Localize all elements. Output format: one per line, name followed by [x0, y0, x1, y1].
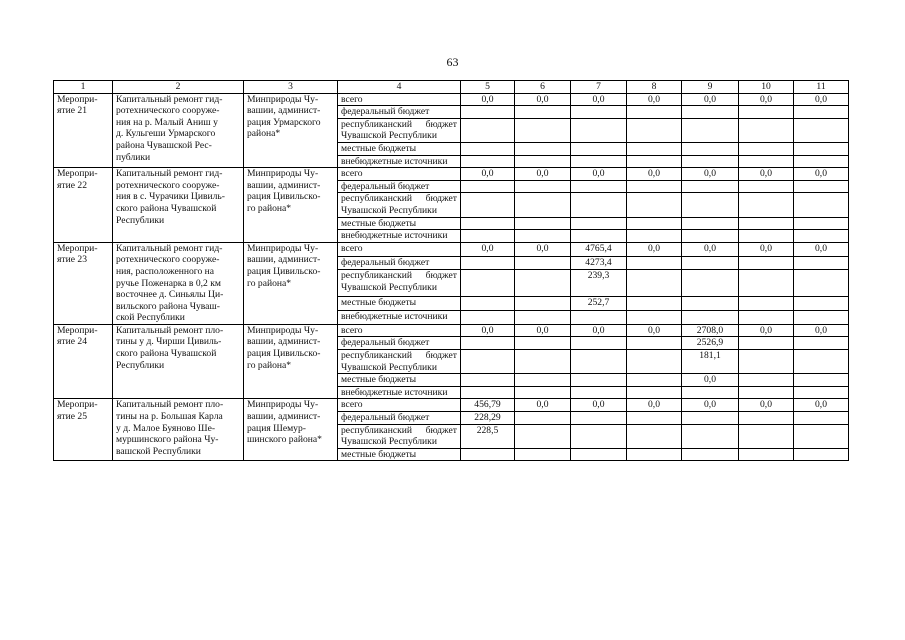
- column-number: 3: [244, 81, 338, 94]
- value-cell: [515, 350, 571, 374]
- value-cell: [515, 297, 571, 311]
- cell-line: Минприроды Чу-: [247, 93, 319, 105]
- funding-source-cell: республиканский бюджет Чувашской Республики: [338, 270, 461, 297]
- value-cell: 4273,4: [571, 256, 627, 270]
- funding-source-cell: федеральный бюджет: [338, 256, 461, 270]
- funding-source-cell: внебюджетные источники: [338, 230, 461, 243]
- value-cell: 0,0: [794, 93, 849, 106]
- value-cell: [515, 424, 571, 448]
- value-cell: [627, 310, 682, 324]
- value-cell: [794, 297, 849, 311]
- value-cell: 0,0: [794, 242, 849, 256]
- event-id-cell: [54, 324, 113, 399]
- value-cell: [515, 155, 571, 168]
- value-cell: [794, 180, 849, 193]
- value-cell: 0,0: [739, 324, 794, 337]
- value-cell: [794, 155, 849, 168]
- cell-line: вильского района Чуваш-: [116, 300, 220, 312]
- value-cell: [682, 424, 739, 448]
- value-cell: [682, 180, 739, 193]
- value-cell: [627, 424, 682, 448]
- value-cell: 0,0: [515, 93, 571, 106]
- value-cell: 0,0: [461, 93, 515, 106]
- value-cell: [461, 448, 515, 461]
- cell-line: Минприроды Чу-: [247, 242, 319, 254]
- funding-source-cell: всего: [338, 93, 461, 106]
- value-cell: [571, 337, 627, 350]
- funding-source-cell: всего: [338, 399, 461, 412]
- funding-source-cell: федеральный бюджет: [338, 412, 461, 425]
- value-cell: [682, 118, 739, 142]
- value-cell: [571, 193, 627, 217]
- page-number: 63: [446, 55, 459, 69]
- table-row: [54, 324, 849, 337]
- cell-line: рация Шемур-: [247, 422, 306, 434]
- value-cell: 0,0: [739, 242, 794, 256]
- value-cell: [682, 217, 739, 230]
- column-number: 1: [54, 81, 113, 94]
- column-number: 10: [739, 81, 794, 94]
- value-cell: 0,0: [461, 324, 515, 337]
- value-cell: 0,0: [515, 399, 571, 412]
- event-name-cell: [113, 93, 244, 168]
- cell-line: вашии, админист-: [247, 105, 321, 117]
- value-cell: [571, 142, 627, 155]
- column-number: 7: [571, 81, 627, 94]
- funding-source-cell: местные бюджеты: [338, 142, 461, 155]
- executor-cell: [244, 399, 338, 461]
- cell-line: ятие 21: [57, 105, 87, 117]
- value-cell: 0,0: [571, 168, 627, 181]
- value-cell: [515, 310, 571, 324]
- value-cell: [794, 256, 849, 270]
- value-cell: [515, 230, 571, 243]
- value-cell: 0,0: [627, 93, 682, 106]
- cell-line: Меропри-: [57, 242, 98, 254]
- column-number: 9: [682, 81, 739, 94]
- value-cell: [682, 310, 739, 324]
- value-cell: 0,0: [515, 168, 571, 181]
- value-cell: 0,0: [739, 168, 794, 181]
- value-cell: [571, 424, 627, 448]
- value-cell: [627, 217, 682, 230]
- value-cell: [515, 142, 571, 155]
- value-cell: 252,7: [571, 297, 627, 311]
- value-cell: [739, 448, 794, 461]
- cell-line: ротехнического сооруже-: [116, 179, 220, 191]
- event-id-cell: [54, 168, 113, 243]
- cell-line: ятие 22: [57, 179, 87, 191]
- funding-source-cell: внебюджетные источники: [338, 155, 461, 168]
- value-cell: 0,0: [794, 168, 849, 181]
- cell-line: ятие 25: [57, 411, 87, 423]
- funding-source-cell: внебюджетные источники: [338, 386, 461, 399]
- value-cell: 239,3: [571, 270, 627, 297]
- value-cell: [682, 155, 739, 168]
- cell-line: восточнее д. Синьялы Ци-: [116, 289, 224, 301]
- value-cell: [571, 230, 627, 243]
- value-cell: [682, 448, 739, 461]
- value-cell: [515, 374, 571, 387]
- event-name-cell: [113, 399, 244, 461]
- column-number: 5: [461, 81, 515, 94]
- value-cell: [682, 106, 739, 119]
- value-cell: [461, 386, 515, 399]
- cell-line: го района*: [247, 359, 292, 371]
- value-cell: [461, 270, 515, 297]
- cell-line: Минприроды Чу-: [247, 324, 319, 336]
- value-cell: [571, 217, 627, 230]
- value-cell: [627, 448, 682, 461]
- value-cell: [515, 180, 571, 193]
- value-cell: 0,0: [794, 399, 849, 412]
- value-cell: 0,0: [682, 168, 739, 181]
- value-cell: [627, 230, 682, 243]
- cell-line: вашии, админист-: [247, 254, 321, 266]
- cell-line: тины у д. Чирши Цивиль-: [116, 336, 222, 348]
- executor-cell: [244, 93, 338, 168]
- value-cell: [461, 106, 515, 119]
- value-cell: 2526,9: [682, 337, 739, 350]
- value-cell: [627, 256, 682, 270]
- value-cell: 0,0: [571, 324, 627, 337]
- value-cell: 0,0: [739, 399, 794, 412]
- value-cell: [515, 448, 571, 461]
- value-cell: [739, 350, 794, 374]
- cell-line: публики: [116, 151, 151, 163]
- value-cell: [627, 270, 682, 297]
- value-cell: 0,0: [739, 93, 794, 106]
- cell-line: Капитальный ремонт гид-: [116, 168, 223, 180]
- header-row: [54, 81, 849, 94]
- event-id-cell: [54, 399, 113, 461]
- value-cell: [571, 448, 627, 461]
- cell-line: вашской Республики: [116, 445, 201, 457]
- value-cell: 0,0: [794, 324, 849, 337]
- value-cell: 4765,4: [571, 242, 627, 256]
- funding-source-cell: всего: [338, 168, 461, 181]
- value-cell: [461, 230, 515, 243]
- value-cell: [794, 230, 849, 243]
- funding-source-cell: федеральный бюджет: [338, 180, 461, 193]
- column-number: 4: [338, 81, 461, 94]
- value-cell: [627, 155, 682, 168]
- cell-line: Капитальный ремонт гид-: [116, 242, 223, 254]
- value-cell: [627, 106, 682, 119]
- funding-source-cell: федеральный бюджет: [338, 106, 461, 119]
- value-cell: 0,0: [461, 242, 515, 256]
- value-cell: [739, 310, 794, 324]
- cell-line: шинского района*: [247, 434, 322, 446]
- value-cell: [794, 270, 849, 297]
- value-cell: [739, 374, 794, 387]
- cell-line: Республики: [116, 359, 165, 371]
- executor-cell: [244, 168, 338, 243]
- cell-line: ния в с. Чурачики Цивиль-: [116, 191, 226, 203]
- value-cell: [739, 180, 794, 193]
- event-name-cell: [113, 324, 244, 399]
- funding-source-cell: всего: [338, 324, 461, 337]
- value-cell: [739, 256, 794, 270]
- value-cell: [794, 350, 849, 374]
- value-cell: 181,1: [682, 350, 739, 374]
- value-cell: 0,0: [682, 374, 739, 387]
- value-cell: [515, 337, 571, 350]
- value-cell: [571, 155, 627, 168]
- value-cell: [794, 412, 849, 425]
- value-cell: [739, 230, 794, 243]
- cell-line: ротехнического сооруже-: [116, 105, 220, 117]
- cell-line: ротехнического сооруже-: [116, 254, 220, 266]
- event-id-cell: [54, 242, 113, 324]
- value-cell: [461, 350, 515, 374]
- cell-line: вашии, админист-: [247, 336, 321, 348]
- cell-line: района Чувашской Рес-: [116, 139, 212, 151]
- table-row: [54, 242, 849, 256]
- value-cell: [515, 118, 571, 142]
- funding-source-cell: местные бюджеты: [338, 217, 461, 230]
- value-cell: [461, 374, 515, 387]
- value-cell: 0,0: [515, 324, 571, 337]
- value-cell: [627, 297, 682, 311]
- value-cell: 0,0: [682, 399, 739, 412]
- value-cell: [739, 297, 794, 311]
- value-cell: [794, 193, 849, 217]
- value-cell: [682, 142, 739, 155]
- executor-cell: [244, 242, 338, 324]
- value-cell: 0,0: [627, 242, 682, 256]
- value-cell: 0,0: [571, 399, 627, 412]
- column-number: 11: [794, 81, 849, 94]
- cell-line: района*: [247, 128, 281, 140]
- value-cell: [461, 155, 515, 168]
- value-cell: [461, 193, 515, 217]
- funding-source-cell: местные бюджеты: [338, 374, 461, 387]
- value-cell: [794, 142, 849, 155]
- funding-source-cell: республиканский бюджет Чувашской Республики: [338, 424, 461, 448]
- funding-source-cell: республиканский бюджет Чувашской Республики: [338, 193, 461, 217]
- value-cell: [571, 386, 627, 399]
- funding-source-cell: внебюджетные источники: [338, 310, 461, 324]
- funding-source-cell: местные бюджеты: [338, 297, 461, 311]
- value-cell: [571, 350, 627, 374]
- value-cell: [739, 412, 794, 425]
- value-cell: 0,0: [571, 93, 627, 106]
- value-cell: [682, 193, 739, 217]
- value-cell: [515, 217, 571, 230]
- value-cell: [739, 142, 794, 155]
- cell-line: Меропри-: [57, 324, 98, 336]
- cell-line: ятие 24: [57, 336, 87, 348]
- cell-line: рация Урмарского: [247, 116, 321, 128]
- cell-line: Капитальный ремонт пло-: [116, 324, 224, 336]
- value-cell: 0,0: [627, 324, 682, 337]
- value-cell: 228,5: [461, 424, 515, 448]
- value-cell: [794, 106, 849, 119]
- value-cell: 456,79: [461, 399, 515, 412]
- value-cell: [627, 350, 682, 374]
- cell-line: ской Республики: [116, 312, 185, 324]
- value-cell: 0,0: [461, 168, 515, 181]
- table-row: [54, 168, 849, 181]
- cell-line: Меропри-: [57, 399, 98, 411]
- table-row: [54, 399, 849, 412]
- cell-line: ния, расположенного на: [116, 265, 215, 277]
- value-cell: [739, 337, 794, 350]
- value-cell: [571, 310, 627, 324]
- value-cell: [461, 256, 515, 270]
- cell-line: Минприроды Чу-: [247, 168, 319, 180]
- value-cell: [739, 386, 794, 399]
- cell-line: рация Цивильско-: [247, 191, 321, 203]
- value-cell: [461, 217, 515, 230]
- value-cell: [627, 374, 682, 387]
- cell-line: Меропри-: [57, 168, 98, 180]
- value-cell: [739, 118, 794, 142]
- executor-cell: [244, 324, 338, 399]
- column-number: 8: [627, 81, 682, 94]
- value-cell: 0,0: [627, 168, 682, 181]
- value-cell: [461, 310, 515, 324]
- table-row: [54, 93, 849, 106]
- value-cell: [515, 386, 571, 399]
- value-cell: [682, 256, 739, 270]
- value-cell: [682, 412, 739, 425]
- cell-line: го района*: [247, 277, 292, 289]
- value-cell: [739, 424, 794, 448]
- value-cell: 0,0: [682, 242, 739, 256]
- value-cell: [739, 193, 794, 217]
- event-name-cell: [113, 168, 244, 243]
- value-cell: [794, 424, 849, 448]
- value-cell: [461, 180, 515, 193]
- value-cell: [739, 155, 794, 168]
- value-cell: [682, 386, 739, 399]
- value-cell: [627, 180, 682, 193]
- event-id-cell: [54, 93, 113, 168]
- value-cell: [682, 230, 739, 243]
- funding-source-cell: республиканский бюджет Чувашской Республики: [338, 350, 461, 374]
- value-cell: [515, 106, 571, 119]
- cell-line: рация Цивильско-: [247, 265, 321, 277]
- value-cell: [627, 193, 682, 217]
- value-cell: 0,0: [682, 93, 739, 106]
- value-cell: [571, 180, 627, 193]
- funding-source-cell: республиканский бюджет Чувашской Республики: [338, 118, 461, 142]
- cell-line: рация Цивильско-: [247, 348, 321, 360]
- value-cell: [461, 297, 515, 311]
- cell-line: го района*: [247, 202, 292, 214]
- cell-line: вашии, админист-: [247, 411, 321, 423]
- value-cell: [739, 270, 794, 297]
- value-cell: [515, 256, 571, 270]
- value-cell: [571, 374, 627, 387]
- cell-line: Республики: [116, 214, 165, 226]
- value-cell: [682, 270, 739, 297]
- value-cell: [794, 310, 849, 324]
- event-name-cell: [113, 242, 244, 324]
- cell-line: ского района Чувашской: [116, 202, 217, 214]
- value-cell: [739, 217, 794, 230]
- value-cell: [627, 337, 682, 350]
- value-cell: [794, 374, 849, 387]
- value-cell: [571, 106, 627, 119]
- value-cell: [571, 412, 627, 425]
- value-cell: [794, 337, 849, 350]
- cell-line: Меропри-: [57, 93, 98, 105]
- program-table: [53, 80, 849, 461]
- cell-line: муршинского района Чу-: [116, 434, 219, 446]
- value-cell: [461, 118, 515, 142]
- value-cell: 0,0: [627, 399, 682, 412]
- funding-source-cell: федеральный бюджет: [338, 337, 461, 350]
- value-cell: [627, 386, 682, 399]
- value-cell: [571, 118, 627, 142]
- funding-source-cell: местные бюджеты: [338, 448, 461, 461]
- value-cell: [461, 337, 515, 350]
- cell-line: тины на р. Большая Карла: [116, 411, 223, 423]
- cell-line: ятие 23: [57, 254, 87, 266]
- column-number: 2: [113, 81, 244, 94]
- cell-line: д. Кульгеши Урмарского: [116, 128, 216, 140]
- cell-line: ручье Поженарка в 0,2 км: [116, 277, 221, 289]
- value-cell: [794, 118, 849, 142]
- value-cell: [682, 297, 739, 311]
- value-cell: [461, 142, 515, 155]
- value-cell: [794, 448, 849, 461]
- value-cell: [794, 217, 849, 230]
- funding-source-cell: всего: [338, 242, 461, 256]
- value-cell: 0,0: [515, 242, 571, 256]
- value-cell: [794, 386, 849, 399]
- cell-line: Капитальный ремонт гид-: [116, 93, 223, 105]
- value-cell: [515, 412, 571, 425]
- column-number: 6: [515, 81, 571, 94]
- value-cell: [739, 106, 794, 119]
- value-cell: [627, 142, 682, 155]
- cell-line: у д. Малое Буяново Ше-: [116, 422, 216, 434]
- value-cell: [515, 270, 571, 297]
- value-cell: [627, 412, 682, 425]
- cell-line: вашии, админист-: [247, 179, 321, 191]
- cell-line: ского района Чувашской: [116, 348, 217, 360]
- cell-line: ния на р. Малый Аниш у: [116, 116, 218, 128]
- value-cell: 228,29: [461, 412, 515, 425]
- value-cell: [515, 193, 571, 217]
- cell-line: Минприроды Чу-: [247, 399, 319, 411]
- value-cell: [627, 118, 682, 142]
- cell-line: Капитальный ремонт пло-: [116, 399, 224, 411]
- value-cell: 2708,0: [682, 324, 739, 337]
